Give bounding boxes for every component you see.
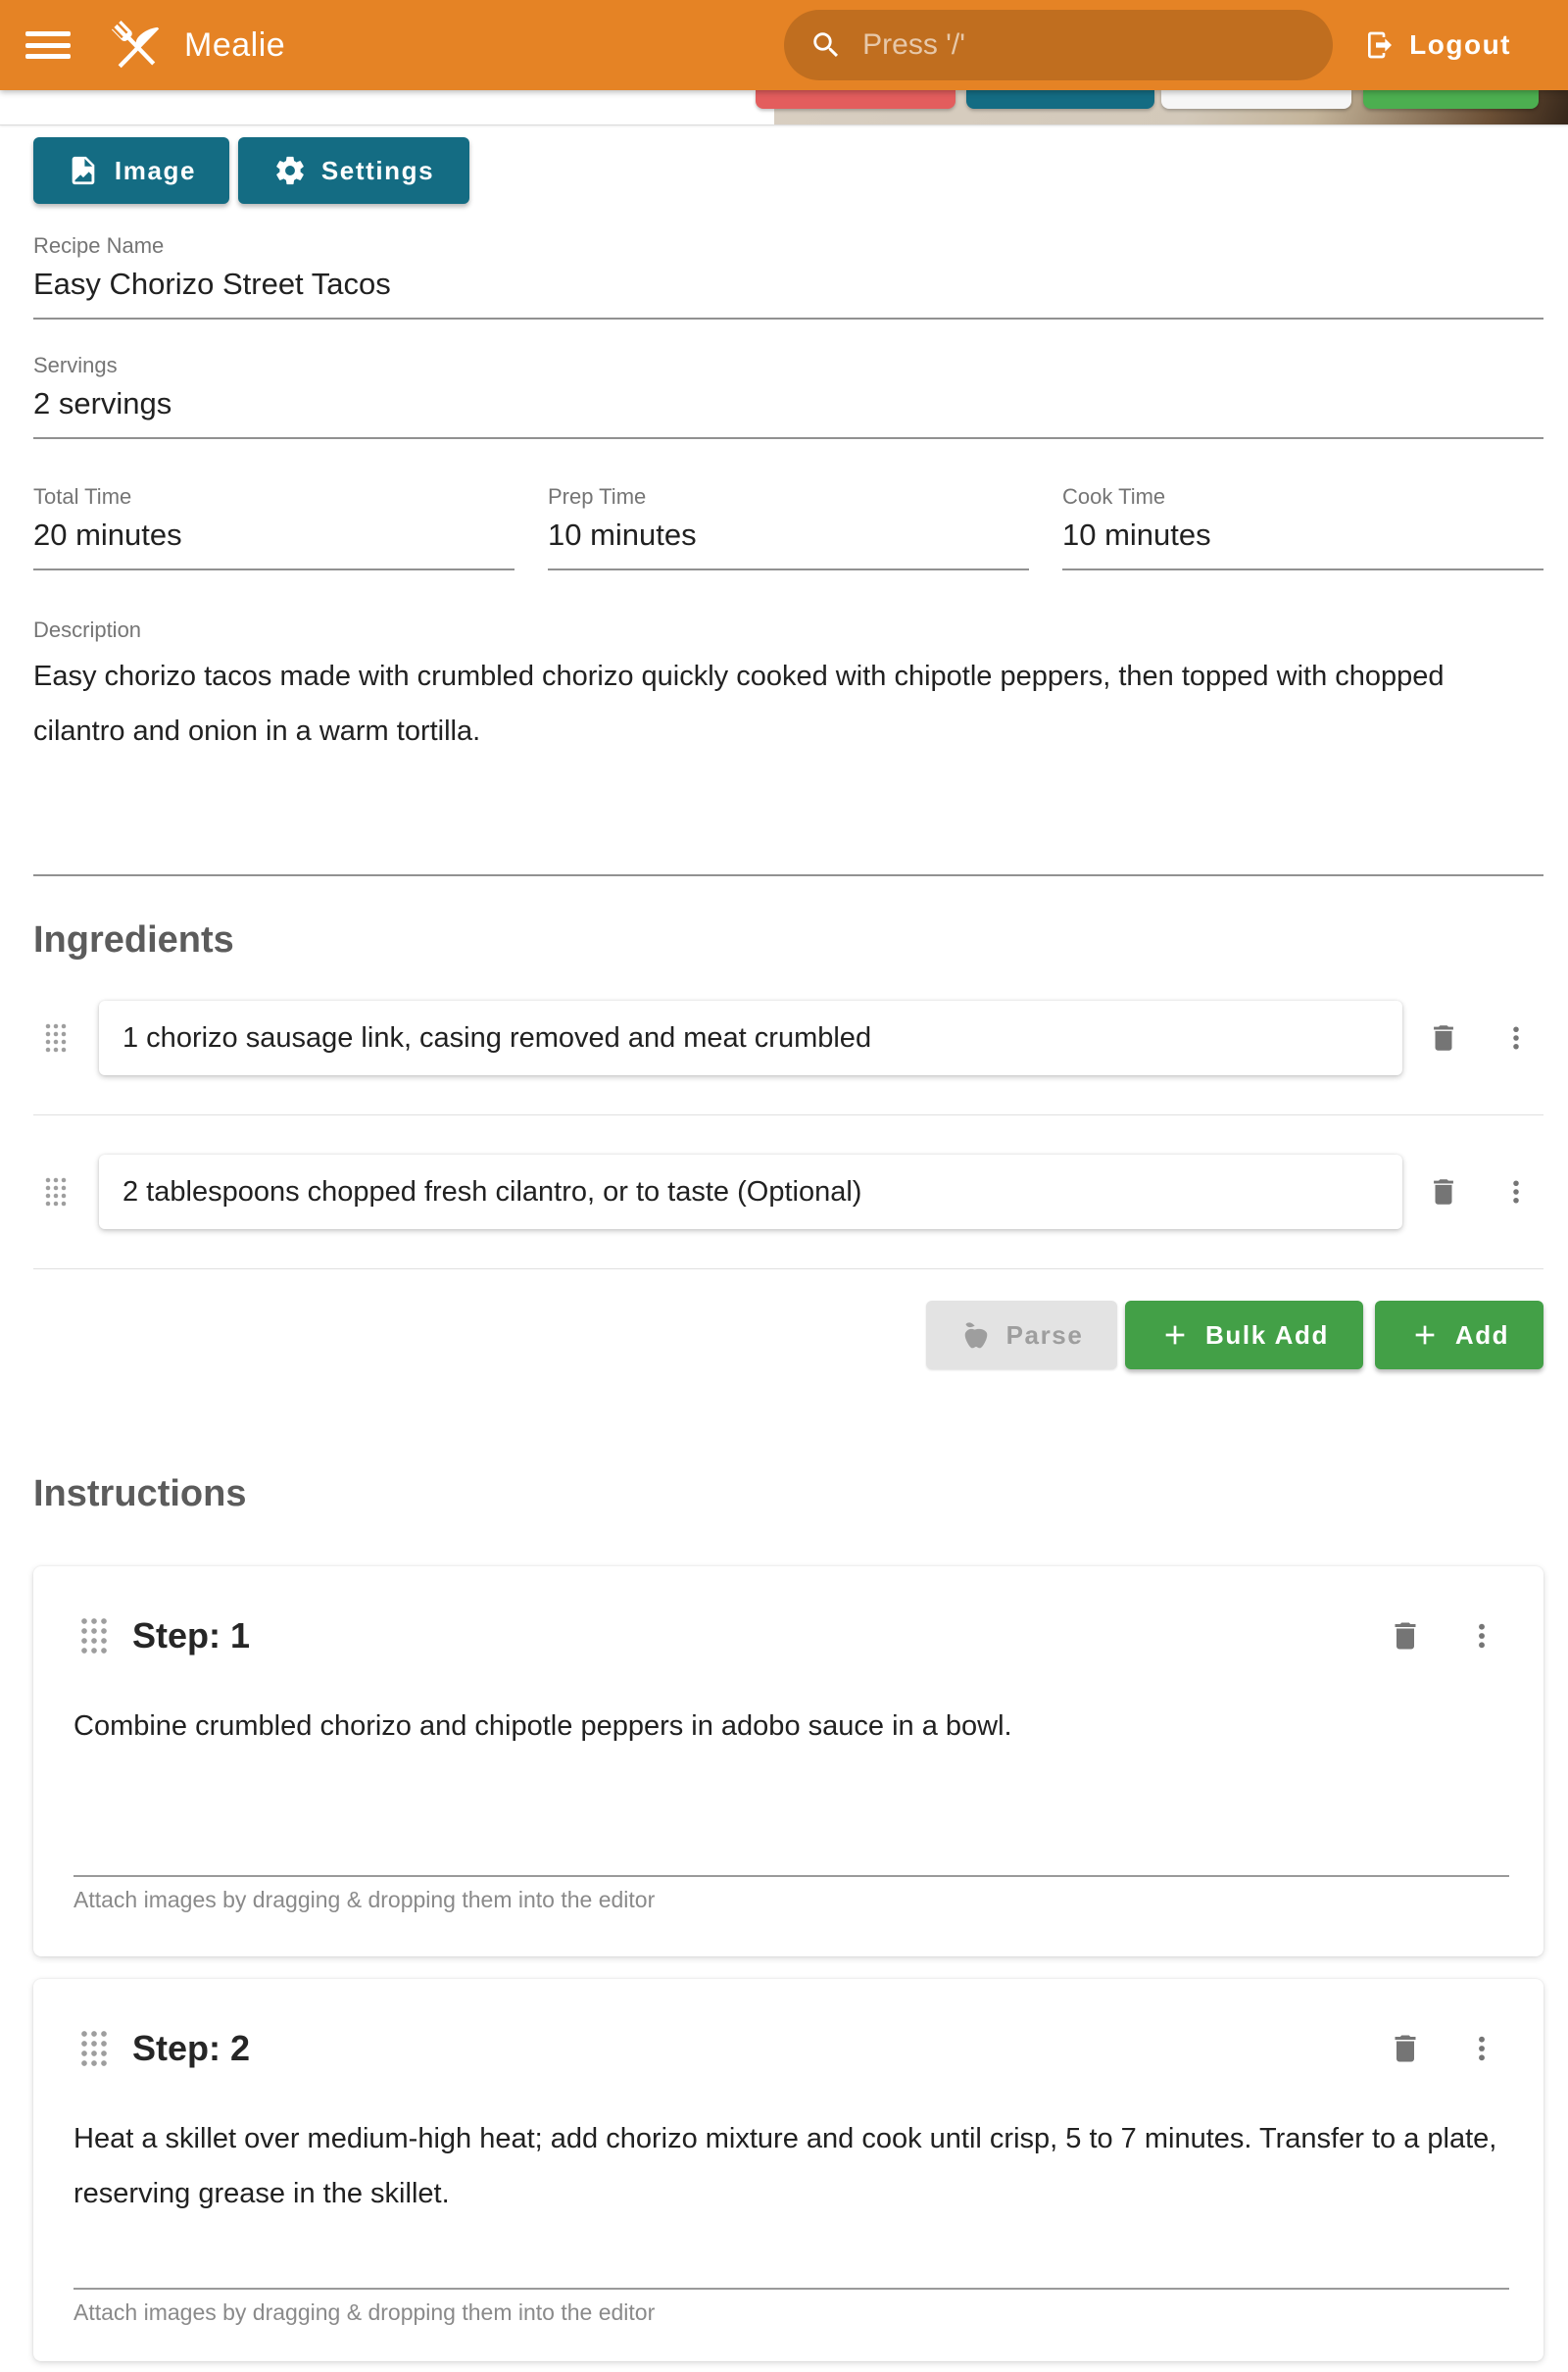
field-underline [33,568,514,570]
delete-step-button[interactable] [1378,2021,1433,2076]
delete-step-button[interactable] [1378,1608,1433,1663]
image-button-label: Image [114,155,197,185]
cook-time-input[interactable] [1062,518,1544,553]
plus-icon [1409,1319,1441,1351]
hero-button-green-partial[interactable] [1363,90,1539,109]
kebab-menu-icon [1466,1620,1497,1652]
file-image-icon [67,154,100,187]
hero-image-strip [0,90,1568,125]
trash-icon [1388,1618,1423,1654]
servings-input[interactable] [33,386,1544,421]
kebab-menu-icon [1501,1023,1531,1053]
trash-icon [1427,1175,1460,1209]
cook-time-label: Cook Time [1062,484,1166,509]
step-header [64,1608,1509,1663]
field-underline [33,437,1544,439]
ingredient-divider [33,1268,1544,1269]
ingredient-row [33,1001,1544,1075]
prep-time-field [548,484,1029,570]
time-fields-row [33,484,1544,570]
field-underline [548,568,1029,570]
app-title: Mealie [184,25,286,64]
recipe-name-input[interactable] [33,267,1544,302]
app-bar [0,0,1568,90]
ingredient-input[interactable] [122,1022,1379,1055]
description-label: Description [33,618,142,642]
logout-button[interactable] [1364,29,1511,61]
total-time-label: Total Time [33,484,132,509]
step-text-editor[interactable] [64,1699,1509,1875]
attach-images-hint: Attach images by dragging & dropping them into the editor [74,1887,656,1912]
ingredient-actions [33,1301,1544,1369]
step-menu-button[interactable] [1454,1608,1509,1663]
description-field [33,618,1544,876]
logout-label: Logout [1409,29,1511,60]
delete-ingredient-button[interactable] [1416,1011,1471,1065]
bulk-add-button[interactable] [1125,1301,1363,1369]
editor-toolbar [33,137,1544,204]
ingredient-input-card [99,1001,1402,1075]
prep-time-input[interactable] [548,518,1029,553]
gear-icon [273,154,307,187]
bulk-add-button-label: Bulk Add [1205,1319,1329,1350]
field-underline [1062,568,1544,570]
cook-time-field [1062,484,1544,570]
delete-ingredient-button[interactable] [1416,1164,1471,1219]
servings-field [33,353,1544,439]
step-header [64,2021,1509,2076]
plus-icon [1159,1319,1191,1351]
drag-handle-icon[interactable] [39,1022,73,1054]
settings-button[interactable] [238,137,469,204]
editor-underline [74,2288,1509,2290]
step-menu-button[interactable] [1454,2021,1509,2076]
drag-handle-icon[interactable] [77,2029,111,2068]
drag-handle-icon[interactable] [77,1616,111,1655]
field-underline [33,874,1544,876]
trash-icon [1388,2031,1423,2066]
add-button-label: Add [1454,1319,1510,1350]
recipe-name-field [33,233,1544,320]
servings-label: Servings [33,353,118,377]
ingredient-menu-button[interactable] [1489,1011,1544,1065]
ingredient-row [33,1155,1544,1229]
search-bar[interactable] [784,10,1333,80]
parse-button-label: Parse [1005,1319,1084,1350]
hero-button-red-partial[interactable] [756,90,956,109]
instructions-heading: Instructions [33,1473,247,1514]
drag-handle-icon[interactable] [39,1176,73,1208]
menu-icon[interactable] [25,28,71,62]
trash-icon [1427,1021,1460,1055]
ingredient-input-card [99,1155,1402,1229]
image-button[interactable] [33,137,229,204]
logout-icon [1364,29,1396,61]
kebab-menu-icon [1501,1177,1531,1207]
editor-underline [74,1875,1509,1877]
ingredient-divider [33,1114,1544,1115]
step-editor [64,2111,1509,2326]
instruction-step-card [33,1566,1544,1956]
ingredient-menu-button[interactable] [1489,1164,1544,1219]
attach-images-hint: Attach images by dragging & dropping them into the editor [74,2299,656,2325]
step-editor [64,1699,1509,1913]
instruction-step-card [33,1979,1544,2361]
recipe-name-label: Recipe Name [33,233,165,258]
mealie-logo-icon [104,14,167,76]
search-input[interactable] [862,28,1307,62]
ingredient-input[interactable] [122,1176,1379,1209]
hero-button-white-partial[interactable] [1161,90,1351,109]
kebab-menu-icon [1466,2033,1497,2064]
total-time-input[interactable] [33,518,514,553]
add-ingredient-button[interactable] [1375,1301,1544,1369]
recipe-editor [0,137,1568,2361]
step-text-editor[interactable] [64,2111,1509,2288]
hero-button-teal-partial[interactable] [966,90,1154,109]
field-underline [33,318,1544,320]
description-textarea[interactable] [33,649,1544,874]
parse-button[interactable] [926,1301,1117,1369]
step-title: Step: 1 [132,1615,251,1655]
ingredients-heading: Ingredients [33,919,234,961]
settings-button-label: Settings [320,155,435,185]
prep-time-label: Prep Time [548,484,647,509]
search-icon [809,28,843,62]
step-title: Step: 2 [132,2028,251,2068]
total-time-field [33,484,514,570]
apple-icon [960,1319,992,1351]
